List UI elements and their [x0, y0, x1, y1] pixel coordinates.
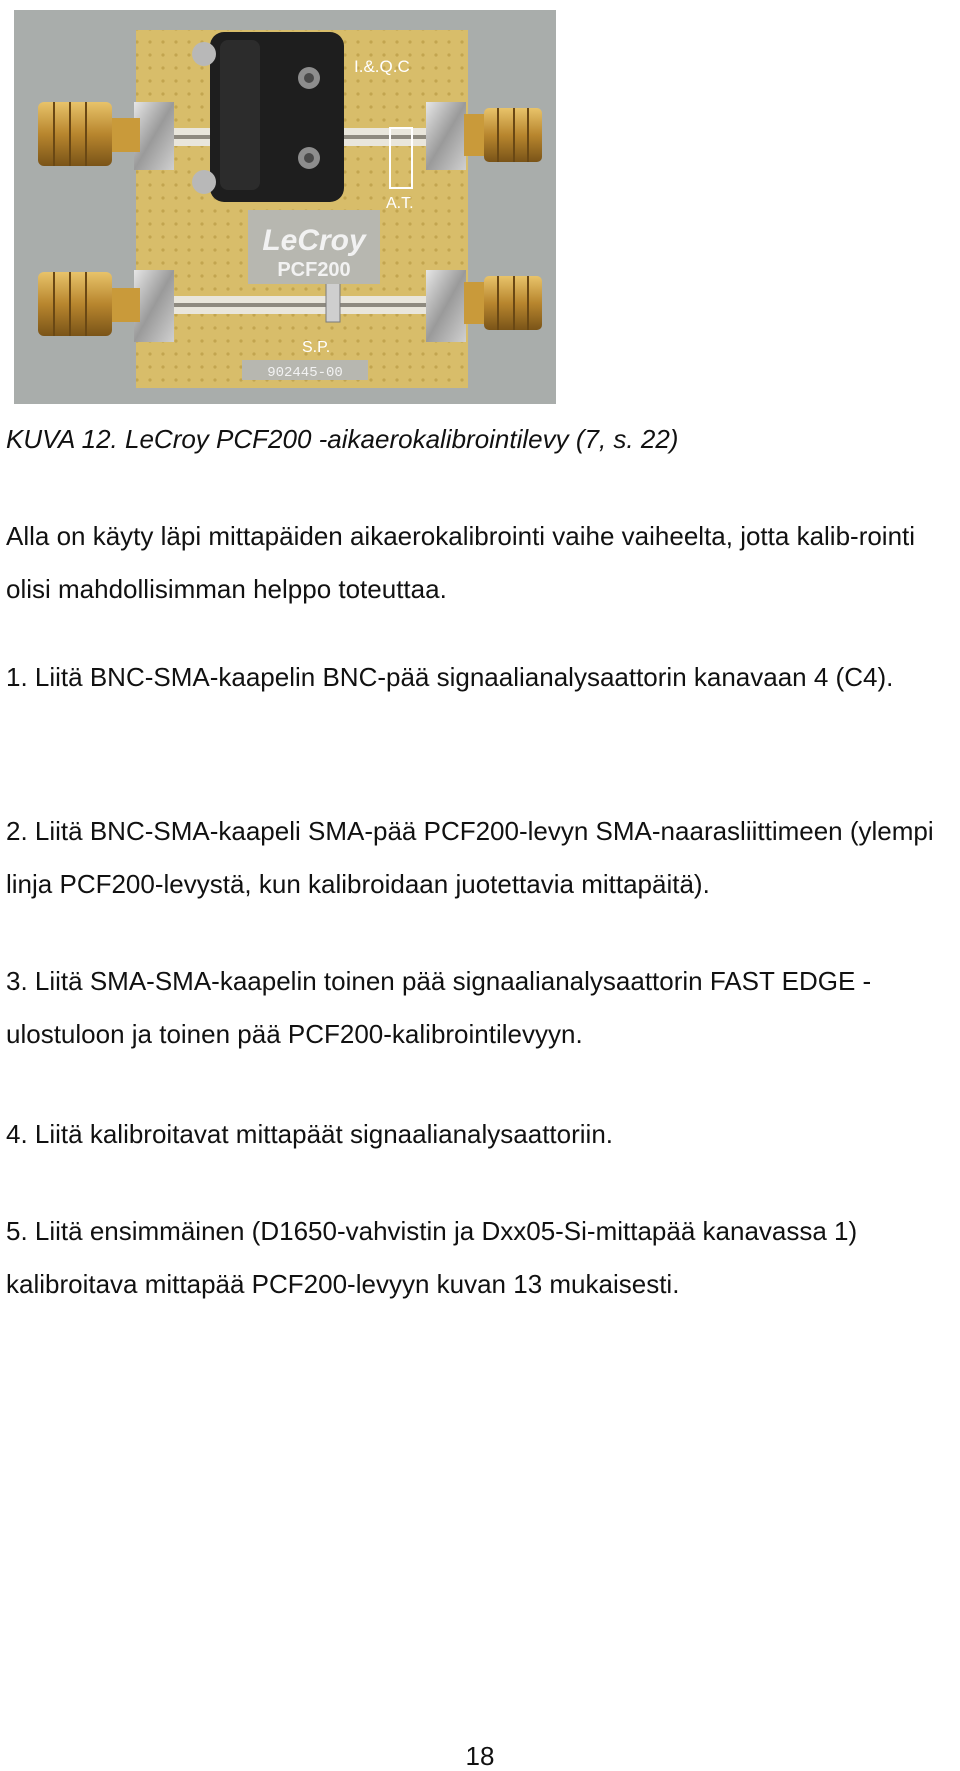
- pcf200-board-image: [14, 10, 556, 404]
- step-5: 5. Liitä ensimmäinen (D1650-vahvistin ja Dxx05-Si-mittapää kanavassa 1) kalibroitava mittapää PCF200-levyyn kuvan 13 mukaisesti.: [6, 1216, 858, 1299]
- board-brand: LeCroy: [262, 224, 366, 257]
- label-iqc: I.&.Q.C: [354, 57, 410, 76]
- label-at: A.T.: [386, 195, 414, 212]
- step-2: 2. Liitä BNC-SMA-kaapeli SMA-pää PCF200-levyn SMA-naarasliittimeen (ylempi linja PCF200-levystä, kun kalibroidaan juotettavia mittapäitä).: [6, 816, 934, 899]
- label-sp: S.P.: [302, 339, 331, 356]
- sma-connector-bottom-right: [464, 276, 542, 330]
- step-3: 3. Liitä SMA-SMA-kaapelin toinen pää signaalianalysaattorin FAST EDGE -ulostuloon ja toinen pää PCF200-kalibrointilevyyn.: [6, 966, 872, 1049]
- figure-caption: KUVA 12. LeCroy PCF200 -aikaerokalibrointilevy (7, s. 22): [6, 424, 679, 454]
- step-1: 1. Liitä BNC-SMA-kaapelin BNC-pää signaalianalysaattorin kanavaan 4 (C4).: [6, 662, 894, 692]
- board-photo: [14, 10, 556, 404]
- board-model: PCF200: [277, 259, 351, 281]
- sma-connector-top-right: [464, 108, 542, 162]
- step-4: 4. Liitä kalibroitavat mittapäät signaalianalysaattoriin.: [6, 1119, 614, 1149]
- board-serial: 902445-00: [267, 365, 343, 381]
- intro-paragraph: Alla on käyty läpi mittapäiden aikaerokalibrointi vaihe vaiheelta, jotta kalib-rointi olisi mahdollisimman helppo toteuttaa.: [6, 521, 916, 604]
- page-number: 18: [465, 1741, 495, 1771]
- probe-clip: [192, 32, 344, 202]
